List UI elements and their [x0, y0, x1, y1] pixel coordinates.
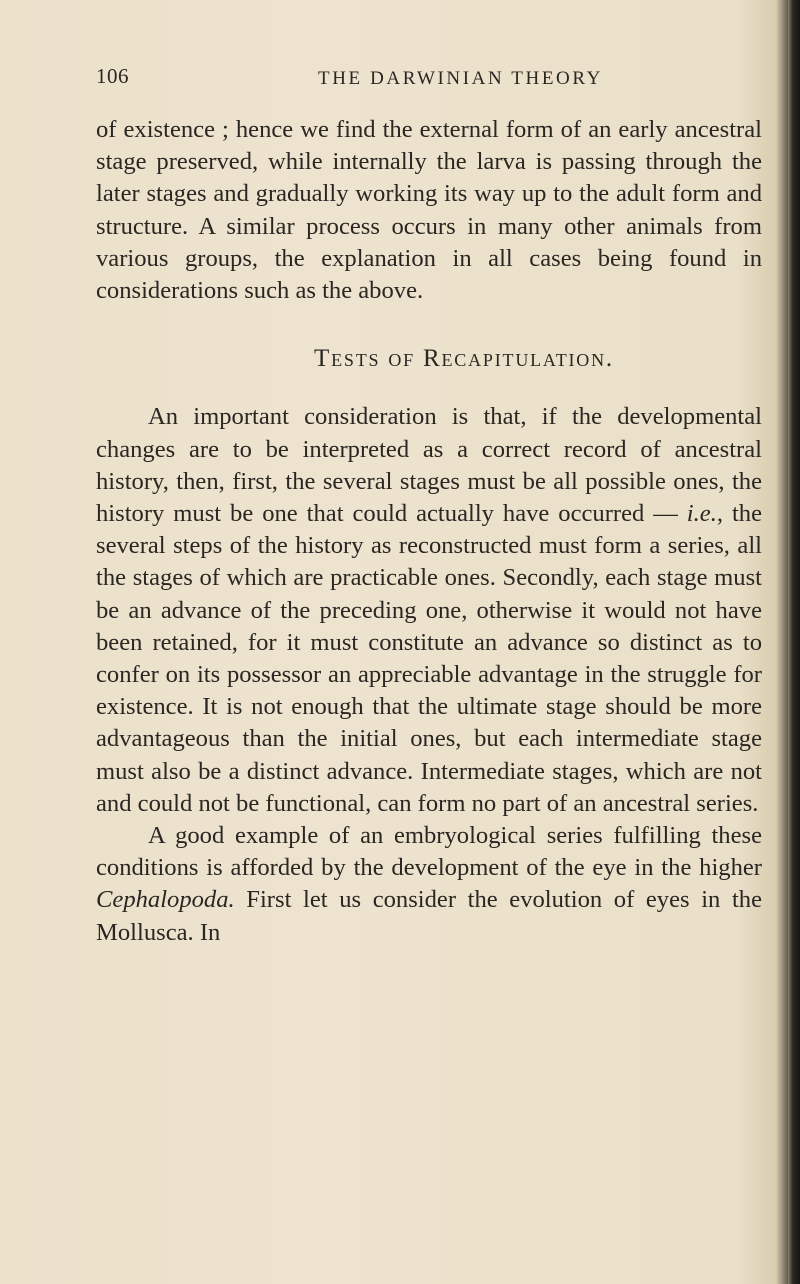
paragraph-text: First let us consider the evolution of eyes in the Mollusca. In: [96, 886, 762, 946]
body-text: [96, 114, 762, 949]
paragraph-text: A good example of an embryological series fulfilling these conditions is afforded by the development of the eye in the higher: [96, 822, 762, 882]
italic-abbreviation: i.e.: [686, 500, 717, 528]
paragraph: of existence ; hence we find the external form of an early ancestral stage preserved, while internally the larva is passing through the later stages and gradually working its way up to the adult form and structure. A similar process occurs in many other animals from various groups, the explanation in all cases being found in considerations such as the above.: [96, 116, 762, 305]
section-heading: Tests of Recapitulation.: [314, 345, 614, 373]
paragraph: [96, 820, 762, 949]
running-head: [96, 64, 756, 94]
book-spine-edge: [788, 0, 800, 1284]
italic-taxon: Cephalopoda.: [96, 886, 235, 914]
running-title: THE DARWINIAN THEORY: [318, 68, 603, 89]
paragraph: [96, 401, 762, 820]
page-number: 106: [96, 64, 129, 88]
paragraph-text: An important consideration is that, if the developmental changes are to be interpreted as a correct record of ancestral history, then, first, the several stages must be all possible ones, the history must be one that could actually have occurred —: [96, 403, 762, 528]
paragraph-text: , the several steps of the history as reconstructed must form a series, all the stages of which are practicable ones. Secondly, each stage must be an advance of the preceding one, otherwise it would not have been retained, for it must constitute an advance so distinct as to confer on its possessor an appreciable advantage in the struggle for existence. It is not enough that the ultimate stage should be more advantageous than the initial ones, but each intermediate stage must also be a distinct advance. Intermediate stages, which are not and could not be functional, can form no part of an ancestral series.: [96, 500, 762, 817]
